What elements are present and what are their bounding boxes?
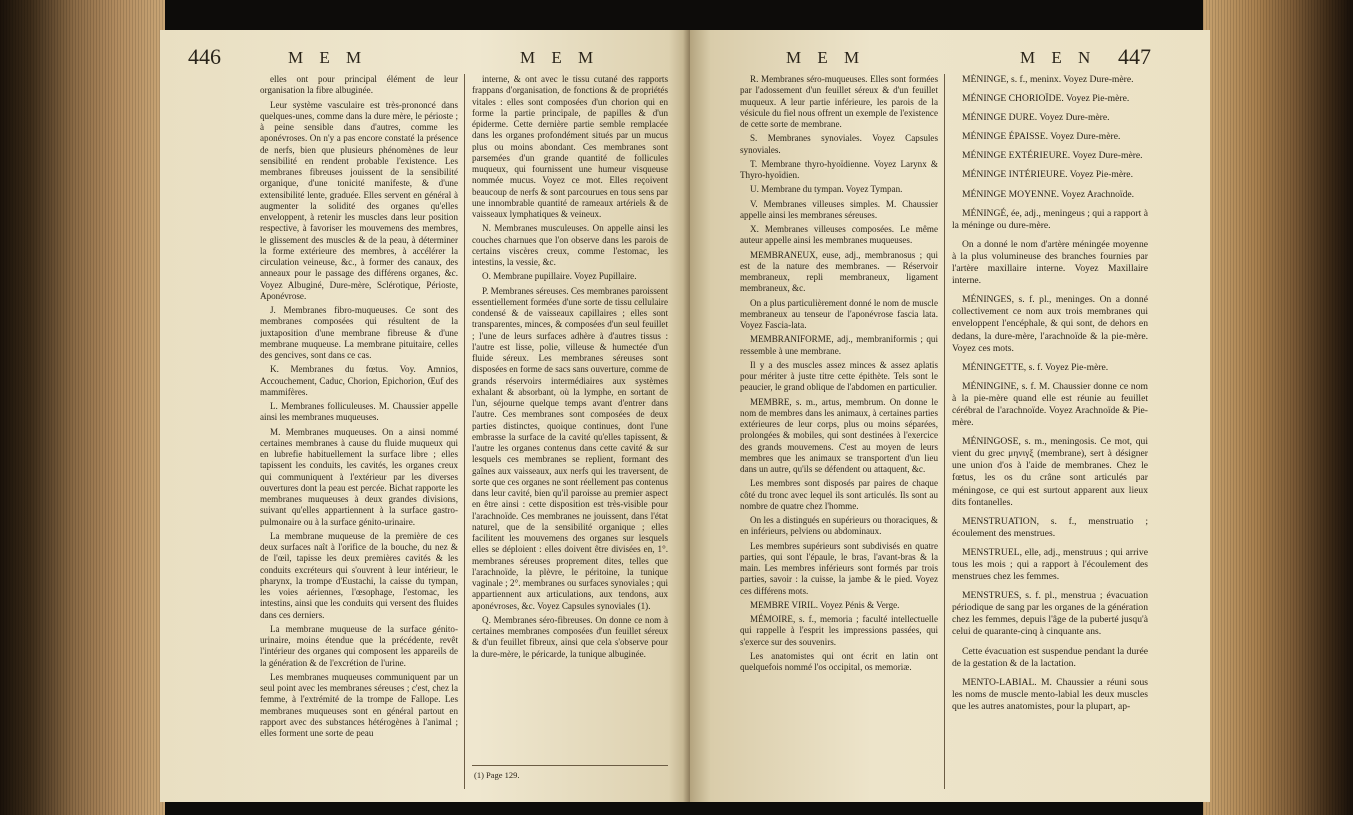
paragraph: Cette évacuation est suspendue pendant la durée de la gestation & de la lactation. <box>952 645 1148 669</box>
running-head: M E N <box>1020 48 1097 67</box>
paragraph: Leur système vasculaire est très-prononcé dans quelques-unes, comme dans la dure mère, le périoste ; à peine sensible dans d'autres, comme les aponévroses. On n'y a pas encore constaté la présence de nerfs, bien que plusieurs phénomènes de leur sensibilité en rendent probable l'existence. Les membranes fibreuses jouissent de la sensibilité organique, d'une tonicité manifeste, & d'une extensibilité lente, graduée. Elles servent en général à augmenter la solidité des organes qu'elles enveloppent, à retenir les muscles dans leur position respective, à favoriser les mouvemens des membres, le glissement des muscles & de la peau, à déterminer la forme extérieure des membres, à accélérer la circulation veineuse, &c., à former des canaux, des anneaux pour le passage des différens organes, &c. Voyez Albuginé, Dure-mère, Sclérotique, Périoste, Aponévrose. <box>260 99 458 301</box>
page-number: 446 <box>188 44 221 69</box>
paragraph: On les a distingués en supérieurs ou thoraciques, & en inférieurs, pelviens ou abdominaux. <box>740 515 938 537</box>
paragraph: MENSTRUATION, s. f., menstruatio ; écoulement des menstrues. <box>952 515 1148 539</box>
paragraph: MÉNINGE EXTÉRIEURE. Voyez Dure-mère. <box>962 150 1143 162</box>
paragraph: S. Membranes synoviales. Voyez Capsules synoviales. <box>740 133 938 155</box>
paragraph: MENSTRUES, s. f. pl., menstrua ; évacuation périodique de sang par les organes de la génération chez les femmes, depuis l'âge de la puberté jusqu'à celui de quarante-cinq à cinquante ans. <box>952 590 1148 638</box>
paragraph: U. Membrane du tympan. Voyez Tympan. <box>750 184 903 195</box>
footnote-rule <box>472 765 668 766</box>
paragraph: K. Membranes du fœtus. Voy. Amnios, Accouchement, Caduc, Chorion, Epichorion, Œuf des mammifères. <box>260 364 458 397</box>
column-rule <box>464 74 465 789</box>
paragraph: Les membres sont disposés par paires de chaque côté du tronc avec lequel ils sont articulés. Ils sont au nombre de quatre chez l'homme. <box>740 478 938 511</box>
paragraph: MÉNINGES, s. f. pl., meninges. On a donné collectivement ce nom aux trois membranes qui enveloppent l'encéphale, & qui sont, de dehors en dedans, la dure-mère, l'arachnoïde & la pie-mère. Voyez ces mots. <box>952 294 1148 354</box>
text-column <box>952 74 1148 720</box>
paragraph: MÉMOIRE, s. f., memoria ; faculté intellectuelle qui rappelle à l'esprit les impressions passées, qui s'exerce sur des souvenirs. <box>740 614 938 647</box>
paragraph: Q. Membranes séro-fibreuses. On donne ce nom à certaines membranes composées d'un feuillet séreux & d'un feuillet fibreux, ainsi que cela s'observe pour la dure-mère, le péricarde, la tunique albuginée. <box>472 614 668 659</box>
text-column <box>472 74 668 663</box>
paragraph: M. Membranes muqueuses. On a ainsi nommé certaines membranes à cause du fluide muqueux qui en lubrefie habituellement la surface libre ; elles tapissent les conduits, les cavités, les organes creux qui communiquent à l'extérieur par les diverses ouvertures dont la peau est percée. Bichat rapporte les membranes muqueuses à deux grandes divisions, suivant qu'elles appartiennent à la surface gastro-pulmonaire ou à la surface génito-urinaire. <box>260 426 458 527</box>
paragraph: On a donné le nom d'artère méningée moyenne à la plus volumineuse des branches fournies par l'artère maxillaire interne. Voyez Maxillaire interne. <box>952 238 1148 287</box>
paragraph: MÉNINGE INTÉRIEURE. Voyez Pie-mère. <box>962 169 1133 181</box>
paragraph: La membrane muqueuse de la surface génito-urinaire, moins étendue que la précédente, revêt l'intérieur des organes qui composent les appareils de la génération & de l'excrétion de l'urine. <box>260 623 458 668</box>
paragraph: Il y a des muscles assez minces & assez aplatis pour mériter à juste titre cette épithète. Tels sont le peaucier, le grand oblique de l'abdomen en particulier. <box>740 359 938 393</box>
paragraph: MÉNINGINE, s. f. M. Chaussier donne ce nom à la pie-mère quand elle est réunie au feuillet cérébral de l'arachnoïde. Voyez Arachnoïde & Pie-mère. <box>952 380 1148 429</box>
right-page <box>690 30 1210 802</box>
paragraph: MÉNINGE DURE. Voyez Dure-mère. <box>962 112 1110 124</box>
paragraph: MÉNINGETTE, s. f. Voyez Pie-mère. <box>962 361 1109 373</box>
paragraph: MENTO-LABIAL. M. Chaussier a réuni sous les noms de muscle mento-labial les deux muscles que les autres anatomistes, pour la plupart, ap- <box>952 676 1148 712</box>
book-edge-right <box>1203 0 1353 815</box>
paragraph: O. Membrane pupillaire. Voyez Pupillaire. <box>482 271 637 282</box>
paragraph: MEMBRE VIRIL. Voyez Pénis & Verge. <box>750 599 900 610</box>
paragraph: MÉNINGOSE, s. m., meningosis. Ce mot, qui vient du grec μηνιγξ (membrane), sert à désigner une union d'os à l'aide de membranes. Chez le fœtus, les os du crâne sont articulés par méningose, ce qui est surtout apparent aux lieux dits fontanelles. <box>952 436 1148 508</box>
running-head: M E M <box>288 48 368 67</box>
paragraph: P. Membranes séreuses. Ces membranes paroissent essentiellement formées d'une sorte de tissu cellulaire condensé & de vaisseaux capillaires ; elles sont transparentes, minces, & composées d'un seul feuillet ; l'une de leurs surfaces adhère à d'autres tissus : l'autre est lisse, polie, villeuse & humectée d'un fluide séreux. Les membranes séreuses sont disposées en forme de sacs sans ouverture, comme de grands réservoirs intermédiaires aux systèmes exhalant & absorbant, où la lymphe, en sortant de l'un, séjourne quelque temps avant d'entrer dans l'autre. Ces membranes sont composées de deux parties distinctes, quoique continues, dont l'une embrasse la surface de la cavité qu'elles tapissent, & l'autre les organes contenus dans cette cavité & sur lesquels ces membranes se replient, formant des gaînes aux vaisseaux, aux nerfs qui les traversent, de sorte que ces organes ne sont réellement pas contenus dans leur cavité, bien qu'il paroisse au premier aspect en être ainsi : cette disposition est très-visible pour l'arachnoïde. Ces membranes ne jouissent, dans l'état naturel, que de la sensibilité organique ; elles facilitent les mouvemens des organes sur lesquels elles se déploient : elles doivent être divisées en, 1°. membranes séreuses proprement dites, telles que l'arachnoïde, la plèvre, le péritoine, la tunique vaginale ; 2°. membranes ou surfaces synoviales ; qui appartiennent aux articulations, aux tendons, aux aponévroses, &c. Voyez Capsules synoviales (1). <box>472 285 668 611</box>
paragraph: N. Membranes musculeuses. On appelle ainsi les couches charnues que l'on observe dans les parois de certains viscères creux, comme l'estomac, les intestins, la vessie, &c. <box>472 223 668 267</box>
text-column <box>740 74 938 676</box>
running-head: M E M <box>786 48 866 67</box>
paragraph: X. Membranes villeuses composées. Le même auteur appelle ainsi les membranes muqueuses. <box>740 224 938 246</box>
paragraph: interne, & ont avec le tissu cutané des rapports frappans d'organisation, de fonctions & de propriétés vitales : elles sont composées d'un chorion qui en forme la partie principale, de papilles & d'un épiderme. Cette dernière partie semble remplacée dans les organes profondément situés par un mucus plus ou moins abondant. Ces membranes sont parsemées d'un grande quantité de follicules muqueux, qui fournissent une humeur visqueuse nommée mucus. Voyez ce mot. Elles reçoivent beaucoup de nerfs & sont parcourues en tous sens par une innombrable quantité de rameaux artériels & de vaisseaux lymphatiques & veineux. <box>472 74 668 219</box>
paragraph: MÉNINGE MOYENNE. Voyez Arachnoïde. <box>962 188 1135 200</box>
paragraph: MENSTRUEL, elle, adj., menstruus ; qui arrive tous les mois ; qui a rapport à l'écoulement des menstrues chez les femmes. <box>952 546 1148 583</box>
left-page <box>160 30 690 802</box>
paragraph: Les membranes muqueuses communiquent par un seul point avec les membranes séreuses ; c'est, chez la femme, à l'extrémité de la trompe de Fallope. Les membranes muqueuses sont en général partout en rapport avec des substances hétérogènes à l'animal ; elles forment une sorte de peau <box>260 671 458 738</box>
column-rule <box>944 74 945 789</box>
paragraph: MEMBRANIFORME, adj., membraniformis ; qui ressemble à une membrane. <box>740 334 938 356</box>
paragraph: L. Membranes folliculeuses. M. Chaussier appelle ainsi les membranes muqueuses. <box>260 401 458 423</box>
paragraph: J. Membranes fibro-muqueuses. Ce sont des membranes composées qui résultent de la juxtaposition d'une membrane fibreuse & d'une membrane muqueuse. La membrane pituitaire, celles des gencives, sont dans ce cas. <box>260 305 458 360</box>
paragraph: Les membres supérieurs sont subdivisés en quatre parties, qui sont l'épaule, le bras, l'avant-bras & la main. Les membres inférieurs sont formés par trois parties, savoir : la cuisse, la jambe & le pied. Voyez ces différens mots. <box>740 540 938 596</box>
paragraph: R. Membranes séro-muqueuses. Elles sont formées par l'adossement d'un feuillet séreux & d'un feuillet muqueux. A leur partie inférieure, les parois de la vésicule du fiel nous offrent un exemple de l'existence de cette sorte de membrane. <box>740 74 938 129</box>
paragraph: MÉNINGÉ, ée, adj., meningeus ; qui a rapport à la méninge ou dure-mère. <box>952 207 1148 231</box>
paragraph: MEMBRANEUX, euse, adj., membranosus ; qui est de la nature des membranes. — Réservoir membraneux, repli membraneux, ligament membraneux, &c. <box>740 249 938 294</box>
paragraph: La membrane muqueuse de la première de ces deux surfaces naît à l'orifice de la bouche, du nez & de l'œil, tapisse les deux premières cavités & les conduits excréteurs qui s'ouvrent à leur intérieur, le pharynx, la trompe d'Eustachi, la caisse du tympan, les voies aériennes, l'œsophage, l'estomac, les intestins, ainsi que les conduits qui versent des fluides dans ces derniers. <box>260 530 458 620</box>
running-head: M E M <box>520 48 600 67</box>
paragraph: MÉNINGE, s. f., meninx. Voyez Dure-mère. <box>962 74 1134 85</box>
book-edge-left <box>0 0 165 815</box>
paragraph: MEMBRE, s. m., artus, membrum. On donne le nom de membres dans les animaux, à certaines parties extérieures de leur corps, plus ou moins séparées, prolongées & mobiles, qui sont destinées à l'exercice des grands mouvemens. C'est au moyen de leurs membres que les animaux se transportent d'un lieu dans un autre, qu'ils se défendent ou attaquent, &c. <box>740 396 938 474</box>
paragraph: On a plus particulièrement donné le nom de muscle membraneux au tenseur de l'aponévrose fascia lata. Voyez Fascia-lata. <box>740 297 938 330</box>
text-column <box>260 74 458 742</box>
footnote: (1) Page 129. <box>474 770 520 780</box>
paragraph: T. Membrane thyro-hyoïdienne. Voyez Larynx & Thyro-hyoïdien. <box>740 158 938 180</box>
paragraph: elles ont pour principal élément de leur organisation la fibre albuginée. <box>260 74 458 96</box>
paragraph: MÉNINGE ÉPAISSE. Voyez Dure-mère. <box>962 131 1121 143</box>
paragraph: Les anatomistes qui ont écrit en latin ont quelquefois nommé l'os occipital, os memoriæ. <box>740 650 938 672</box>
paragraph: V. Membranes villeuses simples. M. Chaussier appelle ainsi les membranes séreuses. <box>740 198 938 220</box>
page-number: 447 <box>1118 44 1151 69</box>
paragraph: MÉNINGE CHORIOÏDE. Voyez Pie-mère. <box>962 93 1130 105</box>
